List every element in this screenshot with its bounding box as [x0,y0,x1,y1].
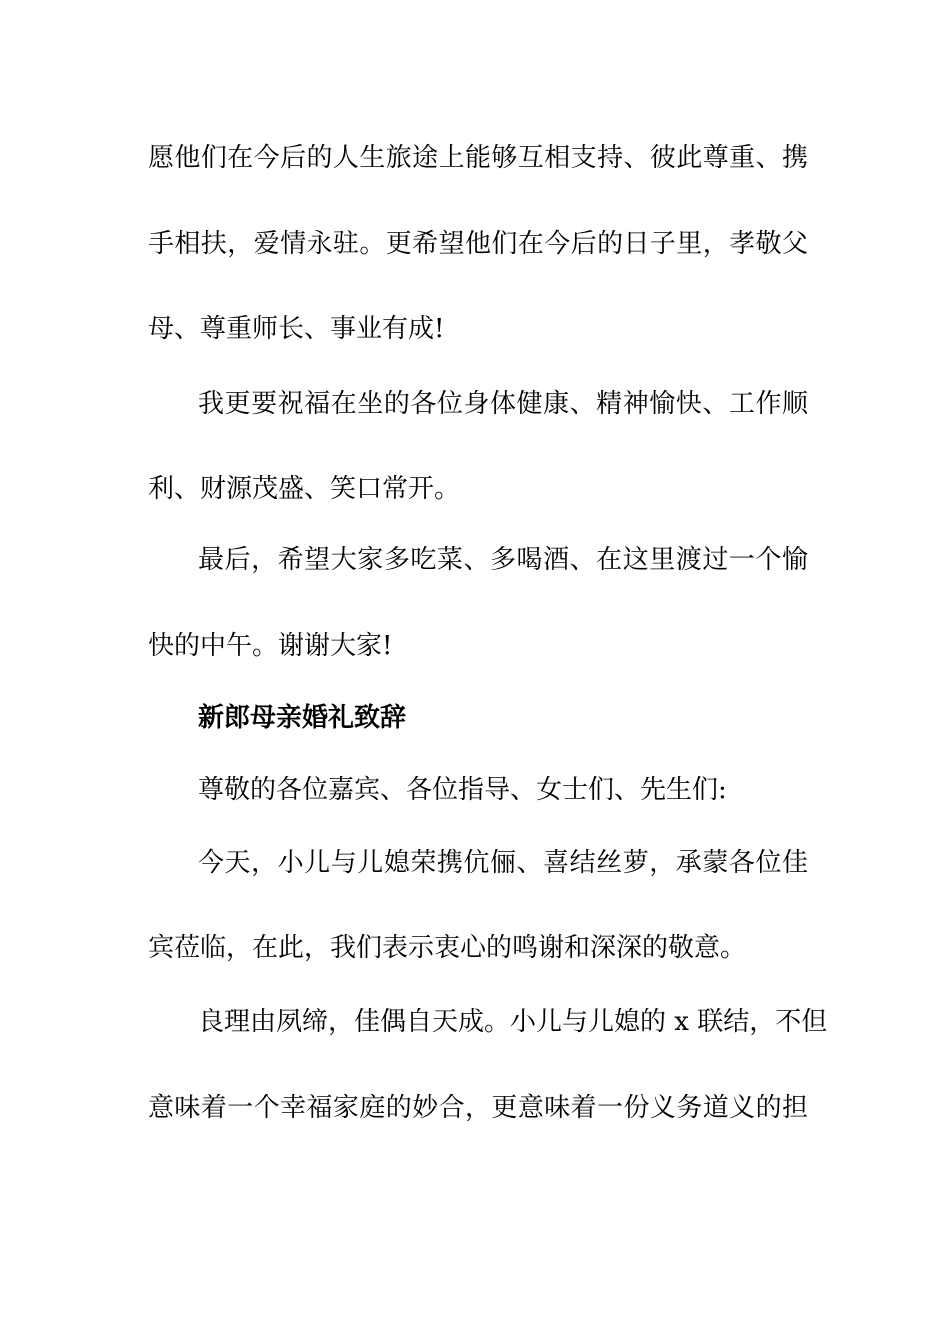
paragraph-line: 愿他们在今后的人生旅途上能够互相支持、彼此尊重、携 [148,143,808,173]
paragraph-line: 手相扶，爱情永驻。更希望他们在今后的日子里，孝敬父 [148,229,808,259]
paragraph-line: 快的中午。谢谢大家! [148,631,393,661]
paragraph-line: 母、尊重师长、事业有成! [148,314,445,344]
paragraph-line: 今天，小儿与儿媳荣携伉俪、喜结丝萝，承蒙各位佳 [198,848,808,878]
paragraph-line: 宾莅临，在此，我们表示衷心的鸣谢和深深的敬意。 [148,933,747,963]
section-heading: 新郎母亲婚礼致辞 [198,703,407,733]
paragraph-line: 我更要祝福在坐的各位身体健康、精神愉快、工作顺 [198,389,808,419]
salutation-line: 尊敬的各位嘉宾、各位指导、女士们、先生们: [198,775,727,805]
paragraph-line: 最后，希望大家多吃菜、多喝酒、在这里渡过一个愉 [198,545,808,575]
paragraph-line: 利、财源茂盛、笑口常开。 [148,474,461,504]
paragraph-line: 良理由夙缔，佳偶自天成。小儿与儿媳的 x 联结，不但 [198,1007,828,1037]
paragraph-line: 意味着一个幸福家庭的妙合，更意味着一份义务道义的担 [148,1093,808,1123]
